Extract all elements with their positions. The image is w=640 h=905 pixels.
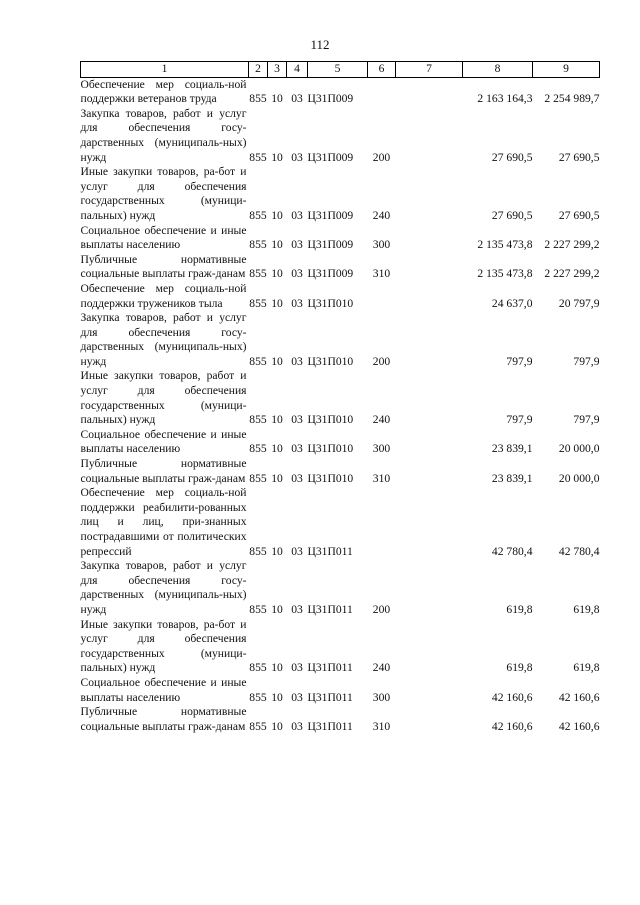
section-code-cell: 10 <box>271 296 283 310</box>
section-code-cell: 10 <box>271 661 283 675</box>
table-body <box>81 77 600 734</box>
admin-code-cell: 855 <box>249 238 267 252</box>
table-row <box>81 107 600 165</box>
target-code-cell: Ц31П009 <box>307 208 354 222</box>
amount-col-8-cell: 23 839,1 <box>491 471 533 485</box>
section-code-cell: 10 <box>271 208 283 222</box>
row-name-cell: Социальное обеспечение и иные выплаты населению <box>80 675 247 704</box>
table-row <box>81 165 600 223</box>
table-row <box>81 428 600 457</box>
admin-code-cell: 855 <box>249 92 267 106</box>
admin-code-cell: 855 <box>249 544 267 558</box>
amount-col-9-cell: 2 227 299,2 <box>544 238 600 252</box>
amount-col-9-cell: 619,8 <box>573 661 600 675</box>
target-code-cell: Ц31П010 <box>307 471 354 485</box>
target-code-cell: Ц31П010 <box>307 354 354 368</box>
row-name-cell: Иные закупки товаров, ра-бот и услуг для обеспечения государственных (муници-пальных) нужд <box>80 165 247 222</box>
column-7-cell <box>396 428 463 457</box>
amount-col-9-cell: 20 000,0 <box>558 442 600 456</box>
admin-code-cell: 855 <box>249 296 267 310</box>
column-7-cell <box>396 369 463 427</box>
admin-code-cell: 855 <box>249 267 267 281</box>
amount-col-9-cell: 42 780,4 <box>558 544 600 558</box>
admin-code-cell: 855 <box>249 150 267 164</box>
amount-col-8-cell: 27 690,5 <box>491 208 533 222</box>
column-7-cell <box>396 676 463 705</box>
target-code-cell: Ц31П009 <box>307 150 354 164</box>
row-name-cell: Иные закупки товаров, работ и услуг для обеспечения государственных (муници-пальных) нужд <box>80 369 247 427</box>
amount-col-9-cell: 2 227 299,2 <box>544 267 600 281</box>
table-row <box>81 77 600 107</box>
row-name-cell: Обеспечение мер социаль-ной поддержки реабилити-рованных лиц и лиц, при-знанных пострадавшими от политических репрессий <box>80 486 247 558</box>
expense-type-cell: 310 <box>372 267 391 281</box>
table-row <box>81 224 600 253</box>
target-code-cell: Ц31П011 <box>307 719 353 733</box>
admin-code-cell: 855 <box>249 471 267 485</box>
admin-code-cell: 855 <box>249 354 267 368</box>
amount-col-9-cell: 42 160,6 <box>558 690 600 704</box>
table-row <box>81 705 600 734</box>
section-code-cell: 10 <box>271 471 283 485</box>
amount-col-8-cell: 42 160,6 <box>491 690 533 704</box>
amount-col-8-cell: 27 690,5 <box>491 150 533 164</box>
admin-code-cell: 855 <box>249 690 267 704</box>
subsection-code-cell: 03 <box>291 296 303 310</box>
subsection-code-cell: 03 <box>291 690 303 704</box>
expense-type-cell: 300 <box>372 238 391 252</box>
amount-col-9-cell: 20 000,0 <box>558 471 600 485</box>
row-name-cell: Закупка товаров, работ и услуг для обеспечения госу-дарственных (муниципаль-ных) нужд <box>80 559 247 616</box>
section-code-cell: 10 <box>271 602 283 616</box>
subsection-code-cell: 03 <box>291 471 303 485</box>
column-7-cell <box>396 165 463 223</box>
section-code-cell: 10 <box>271 354 283 368</box>
subsection-code-cell: 03 <box>291 267 303 281</box>
target-code-cell: Ц31П011 <box>307 661 353 675</box>
table-row <box>81 559 600 617</box>
table-row <box>81 676 600 705</box>
target-code-cell: Ц31П010 <box>307 296 354 310</box>
subsection-code-cell: 03 <box>291 602 303 616</box>
header-cell: 6 <box>368 62 396 78</box>
amount-col-9-cell: 42 160,6 <box>558 719 600 733</box>
expense-type-cell: 200 <box>372 602 391 616</box>
column-7-cell <box>396 457 463 486</box>
header-cell: 9 <box>533 62 600 78</box>
column-7-cell <box>396 107 463 165</box>
admin-code-cell: 855 <box>249 442 267 456</box>
column-7-cell <box>396 282 463 311</box>
table-row <box>81 486 600 559</box>
amount-col-9-cell: 797,9 <box>573 413 600 427</box>
expense-type-cell: 200 <box>372 150 391 164</box>
row-name-cell: Обеспечение мер социаль-ной поддержки ветеранов труда <box>80 77 247 106</box>
row-name-cell: Закупка товаров, работ и услуг для обеспечения госу-дарственных (муниципаль-ных) нужд <box>80 106 247 164</box>
target-code-cell: Ц31П010 <box>307 442 354 456</box>
subsection-code-cell: 03 <box>291 208 303 222</box>
row-name-cell: Публичные нормативные социальные выплаты граж-данам <box>80 705 247 733</box>
amount-col-8-cell: 2 135 473,8 <box>477 267 533 281</box>
header-cell: 8 <box>463 62 533 78</box>
row-name-cell: Публичные нормативные социальные выплаты граж-данам <box>80 252 247 281</box>
header-cell: 4 <box>287 62 308 78</box>
subsection-code-cell: 03 <box>291 150 303 164</box>
row-name-cell: Социальное обеспечение и иные выплаты населению <box>80 427 247 456</box>
subsection-code-cell: 03 <box>291 413 303 427</box>
subsection-code-cell: 03 <box>291 661 303 675</box>
admin-code-cell: 855 <box>249 661 267 675</box>
admin-code-cell: 855 <box>249 602 267 616</box>
amount-col-8-cell: 42 160,6 <box>491 719 533 733</box>
subsection-code-cell: 03 <box>291 238 303 252</box>
header-row <box>81 62 600 78</box>
admin-code-cell: 855 <box>249 719 267 733</box>
target-code-cell: Ц31П009 <box>307 238 354 252</box>
section-code-cell: 10 <box>271 413 283 427</box>
target-code-cell: Ц31П009 <box>307 267 354 281</box>
page-number: 112 <box>310 37 330 52</box>
target-code-cell: Ц31П011 <box>307 602 353 616</box>
amount-col-8-cell: 2 163 164,3 <box>477 92 533 106</box>
table-row <box>81 253 600 282</box>
expense-type-cell: 300 <box>372 442 391 456</box>
column-7-cell <box>396 77 463 107</box>
table-row <box>81 457 600 486</box>
row-name-cell: Социальное обеспечение и иные выплаты населению <box>80 223 247 252</box>
amount-col-8-cell: 24 637,0 <box>491 296 533 310</box>
header-cell: 7 <box>396 62 463 78</box>
target-code-cell: Ц31П011 <box>307 544 353 558</box>
amount-col-8-cell: 619,8 <box>506 602 533 616</box>
table-row <box>81 618 600 676</box>
header-cell: 1 <box>81 62 249 78</box>
column-7-cell <box>396 486 463 559</box>
header-cell: 2 <box>249 62 268 78</box>
column-7-cell <box>396 618 463 676</box>
expense-type-cell: 310 <box>372 719 391 733</box>
column-7-cell <box>396 705 463 734</box>
amount-col-9-cell: 20 797,9 <box>558 296 600 310</box>
column-7-cell <box>396 253 463 282</box>
row-name-cell: Публичные нормативные социальные выплаты граж-данам <box>80 457 247 485</box>
table-row <box>81 311 600 369</box>
amount-col-9-cell: 27 690,5 <box>558 150 600 164</box>
budget-table <box>80 61 600 734</box>
row-name-cell: Обеспечение мер социаль-ной поддержки тружеников тыла <box>80 281 247 310</box>
table-row <box>81 369 600 427</box>
row-name-cell: Закупка товаров, работ и услуг для обеспечения госу-дарственных (муниципаль-ных) нужд <box>80 311 247 368</box>
expense-type-cell: 240 <box>372 413 391 427</box>
expense-type-cell: 200 <box>372 354 391 368</box>
subsection-code-cell: 03 <box>291 354 303 368</box>
section-code-cell: 10 <box>271 267 283 281</box>
section-code-cell: 10 <box>271 719 283 733</box>
subsection-code-cell: 03 <box>291 442 303 456</box>
table-row <box>81 282 600 311</box>
subsection-code-cell: 03 <box>291 92 303 106</box>
admin-code-cell: 855 <box>249 208 267 222</box>
section-code-cell: 10 <box>271 690 283 704</box>
amount-col-9-cell: 27 690,5 <box>558 208 600 222</box>
row-name-cell: Иные закупки товаров, ра-бот и услуг для обеспечения государственных (муници-пальных) нужд <box>80 617 247 675</box>
column-7-cell <box>396 224 463 253</box>
section-code-cell: 10 <box>271 92 283 106</box>
section-code-cell: 10 <box>271 238 283 252</box>
amount-col-9-cell: 797,9 <box>573 354 600 368</box>
amount-col-8-cell: 2 135 473,8 <box>477 238 533 252</box>
expense-type-cell <box>368 282 396 311</box>
amount-col-8-cell: 42 780,4 <box>491 544 533 558</box>
header-cell: 5 <box>308 62 368 78</box>
column-7-cell <box>396 311 463 369</box>
expense-type-cell: 310 <box>372 471 391 485</box>
target-code-cell: Ц31П009 <box>307 92 354 106</box>
amount-col-8-cell: 23 839,1 <box>491 442 533 456</box>
column-7-cell <box>396 559 463 617</box>
expense-type-cell <box>368 77 396 107</box>
expense-type-cell: 240 <box>372 661 391 675</box>
section-code-cell: 10 <box>271 544 283 558</box>
section-code-cell: 10 <box>271 442 283 456</box>
expense-type-cell: 240 <box>372 208 391 222</box>
amount-col-9-cell: 619,8 <box>573 602 600 616</box>
amount-col-8-cell: 797,9 <box>506 354 533 368</box>
expense-type-cell: 300 <box>372 690 391 704</box>
expense-type-cell <box>368 486 396 559</box>
subsection-code-cell: 03 <box>291 719 303 733</box>
target-code-cell: Ц31П011 <box>307 690 353 704</box>
admin-code-cell: 855 <box>249 413 267 427</box>
header-cell: 3 <box>268 62 287 78</box>
subsection-code-cell: 03 <box>291 544 303 558</box>
amount-col-8-cell: 619,8 <box>506 661 533 675</box>
section-code-cell: 10 <box>271 150 283 164</box>
target-code-cell: Ц31П010 <box>307 413 354 427</box>
amount-col-8-cell: 797,9 <box>506 413 533 427</box>
amount-col-9-cell: 2 254 989,7 <box>544 92 600 106</box>
